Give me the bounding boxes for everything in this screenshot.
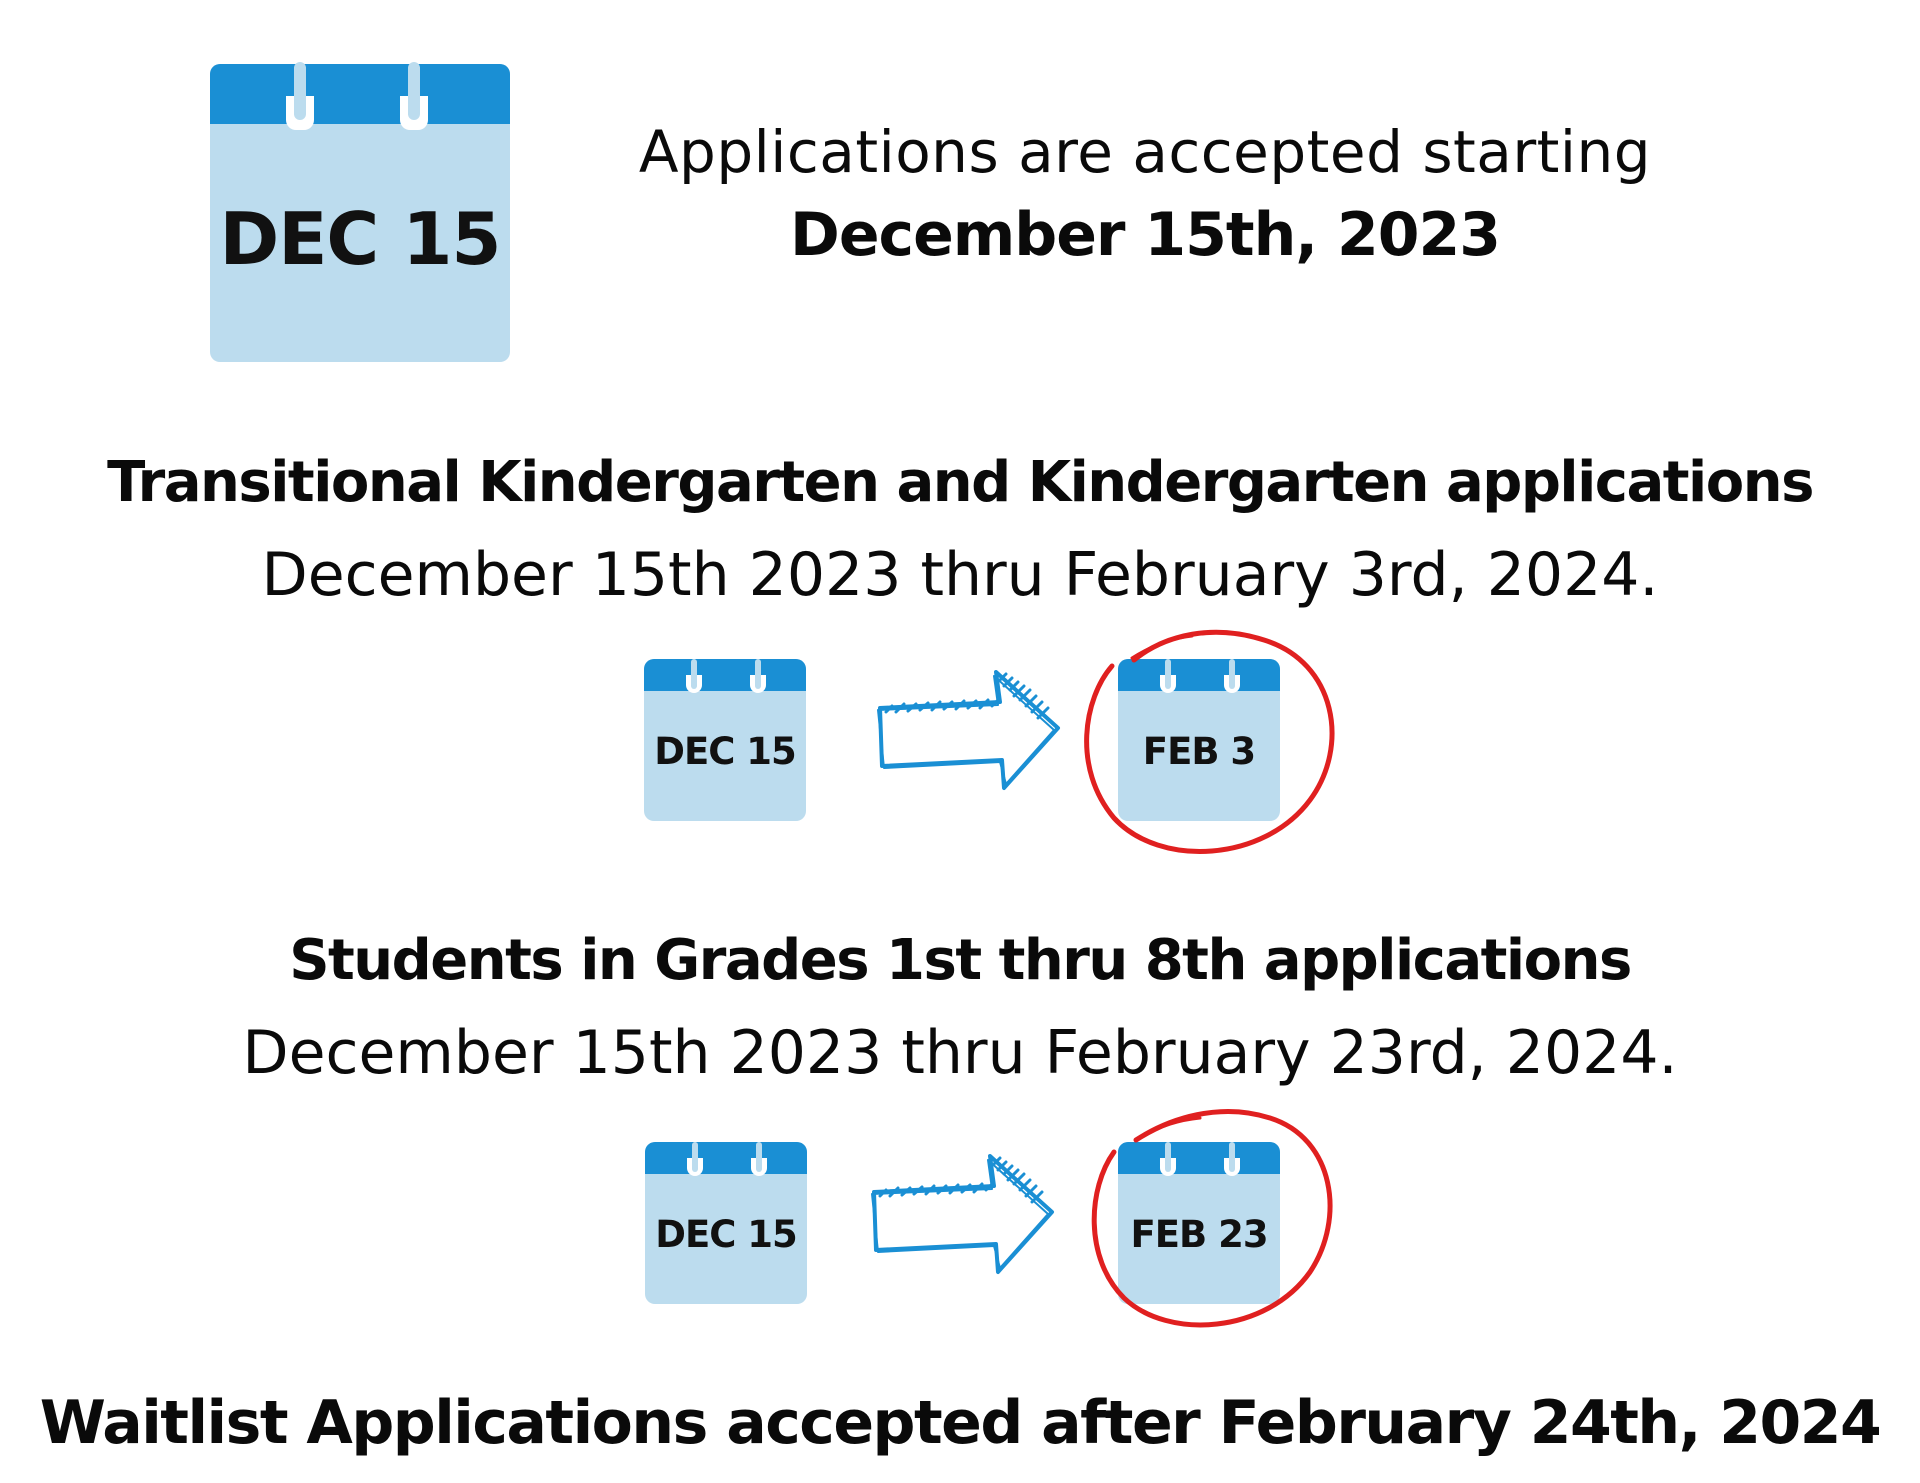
red-circle-mark bbox=[1074, 628, 1340, 862]
calendar-icon bbox=[210, 64, 510, 362]
calendar-date-label: FEB 23 bbox=[1130, 1213, 1268, 1256]
calendar-ring bbox=[286, 96, 314, 130]
calendar-header bbox=[210, 64, 510, 124]
arrow-right-icon bbox=[872, 662, 1072, 802]
calendar-header bbox=[645, 1142, 807, 1174]
calendar-date-label: DEC 15 bbox=[654, 730, 796, 773]
calendar-ring bbox=[750, 675, 766, 693]
calendar-date-label: DEC 15 bbox=[655, 1213, 797, 1256]
intro-date: December 15th, 2023 bbox=[790, 200, 1500, 270]
calendar-ring bbox=[686, 675, 702, 693]
waitlist-notice: Waitlist Applications accepted after February 24th, 2024 bbox=[39, 1388, 1881, 1458]
calendar-ring bbox=[400, 96, 428, 130]
arrow-right-icon bbox=[866, 1146, 1066, 1286]
calendar-icon bbox=[644, 659, 806, 821]
calendar-ring bbox=[687, 1158, 703, 1176]
calendar-icon bbox=[645, 1142, 807, 1304]
calendar-header bbox=[644, 659, 806, 691]
calendar-date-label: FEB 3 bbox=[1142, 730, 1256, 773]
calendar-ring bbox=[751, 1158, 767, 1176]
grades-section-title: Students in Grades 1st thru 8th applications bbox=[289, 928, 1631, 993]
red-circle-mark bbox=[1084, 1108, 1340, 1336]
intro-text: Applications are accepted starting bbox=[638, 118, 1652, 186]
calendar-date-label: DEC 15 bbox=[219, 197, 501, 281]
grades-section-date-range: December 15th 2023 thru February 23rd, 2024. bbox=[242, 1018, 1678, 1088]
tk-section-date-range: December 15th 2023 thru February 3rd, 2024. bbox=[261, 540, 1659, 610]
tk-section-title: Transitional Kindergarten and Kindergarten applications bbox=[107, 450, 1813, 515]
